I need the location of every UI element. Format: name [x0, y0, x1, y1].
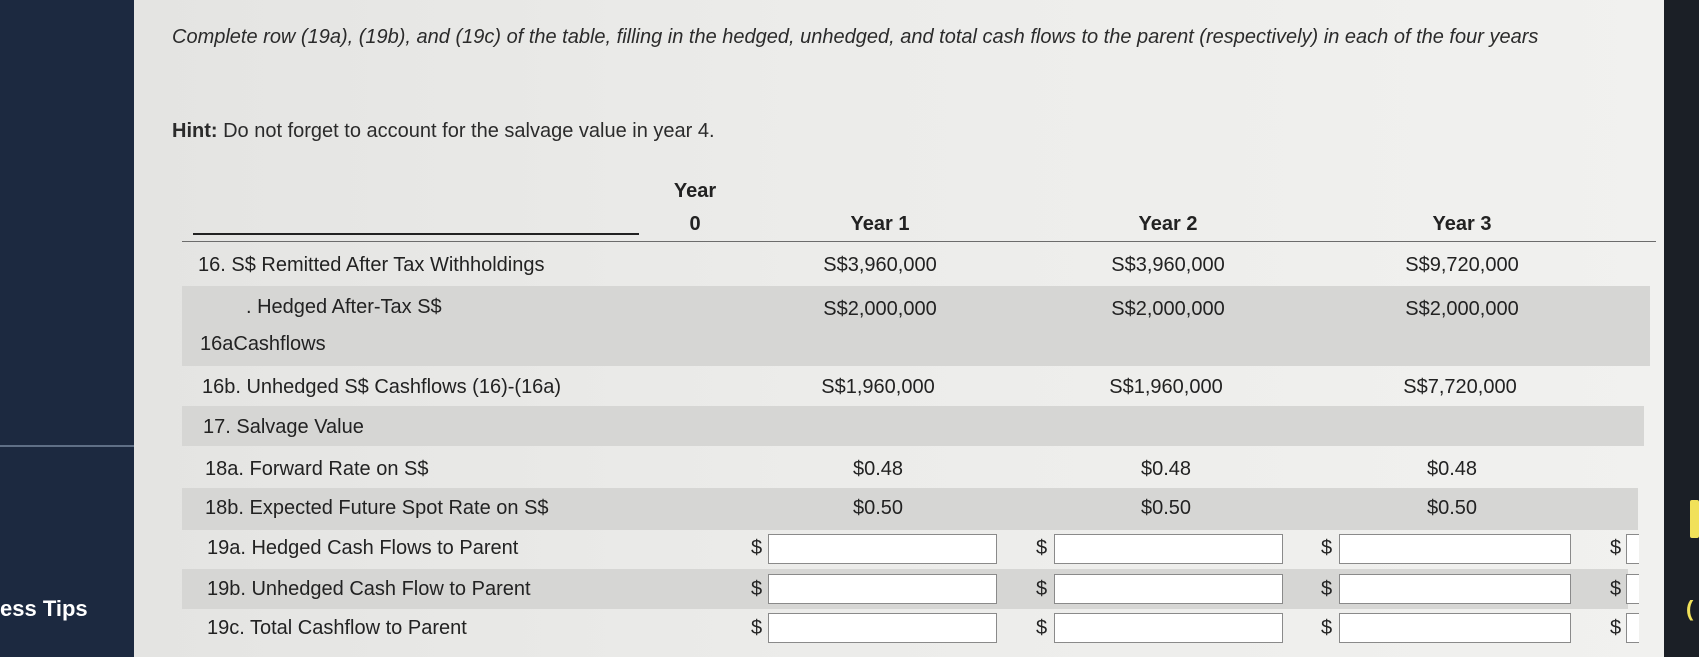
row-label-16a-line2: 16aCashflows [200, 333, 326, 355]
hint-label: Hint: [172, 120, 218, 142]
currency-19b-year0: $ [751, 578, 763, 600]
row-label-16b: 16b. Unhedged S$ Cashflows (16)-(16a) [202, 376, 562, 398]
currency-19b-year2: $ [1321, 578, 1333, 600]
currency-19a-year2: $ [1321, 537, 1333, 559]
cell-16a-year1: S$2,000,000 [823, 298, 937, 320]
cell-16b-year1: S$1,960,000 [821, 376, 935, 398]
header-year1: Year 1 [850, 213, 910, 235]
input-19a-year1[interactable] [1054, 534, 1283, 564]
right-edge-panel [1664, 0, 1699, 657]
row-label-18a: 18a. Forward Rate on S$ [205, 458, 429, 480]
scroll-indicator[interactable] [1690, 500, 1699, 538]
currency-19a-year1: $ [1036, 537, 1048, 559]
input-19c-year3[interactable] [1626, 613, 1639, 643]
row-label-19b: 19b. Unhedged Cash Flow to Parent [207, 578, 531, 600]
input-19b-year1[interactable] [1054, 574, 1283, 604]
cell-16-year3: S$9,720,000 [1405, 254, 1519, 276]
header-year3: Year 3 [1432, 213, 1492, 235]
sidebar-item-tips[interactable]: ess Tips [0, 596, 88, 621]
input-19a-year2[interactable] [1339, 534, 1571, 564]
currency-19c-year0: $ [751, 617, 763, 639]
row-label-16a-line1: . Hedged After-Tax S$ [246, 296, 442, 318]
cell-18b-year3: $0.50 [1426, 497, 1478, 519]
input-19c-year0[interactable] [768, 613, 997, 643]
cell-16-year2: S$3,960,000 [1111, 254, 1225, 276]
sidebar-divider [0, 445, 134, 447]
currency-19a-year3: $ [1610, 537, 1622, 559]
header-year0-line2: 0 [689, 213, 701, 235]
cell-16a-year2: S$2,000,000 [1111, 298, 1225, 320]
input-19b-year2[interactable] [1339, 574, 1571, 604]
header-year2: Year 2 [1138, 213, 1198, 235]
question-hint [172, 120, 715, 143]
currency-19c-year3: $ [1610, 617, 1622, 639]
sidebar [0, 0, 134, 657]
right-edge-text: ( [1686, 596, 1694, 621]
input-19c-year1[interactable] [1054, 613, 1283, 643]
currency-19b-year1: $ [1036, 578, 1048, 600]
currency-19c-year2: $ [1321, 617, 1333, 639]
row-label-18b: 18b. Expected Future Spot Rate on S$ [205, 497, 549, 519]
cell-16a-year3: S$2,000,000 [1405, 298, 1519, 320]
row-label-19a: 19a. Hedged Cash Flows to Parent [207, 537, 519, 559]
currency-19c-year1: $ [1036, 617, 1048, 639]
input-19a-year3[interactable] [1626, 534, 1639, 564]
input-19b-year3[interactable] [1626, 574, 1639, 604]
question-instruction: Complete row (19a), (19b), and (19c) of the table, filling in the hedged, unhedged, and total cash flows to the parent (respectively) in each of the four years [172, 26, 1539, 48]
cell-16b-year2: S$1,960,000 [1109, 376, 1223, 398]
row-band-17 [182, 406, 1644, 446]
input-19c-year2[interactable] [1339, 613, 1571, 643]
cell-18b-year1: $0.50 [852, 497, 904, 519]
table-top-border [182, 241, 1656, 242]
cell-18b-year2: $0.50 [1140, 497, 1192, 519]
input-19a-year0[interactable] [768, 534, 997, 564]
cell-18a-year3: $0.48 [1426, 458, 1478, 480]
cell-18a-year1: $0.48 [852, 458, 904, 480]
header-year0-line1: Year [673, 180, 717, 202]
currency-19b-year3: $ [1610, 578, 1622, 600]
row-label-19c: 19c. Total Cashflow to Parent [207, 617, 467, 639]
row-label-17: 17. Salvage Value [203, 416, 364, 438]
cell-16-year1: S$3,960,000 [823, 254, 937, 276]
header-underline [193, 233, 639, 235]
input-19b-year0[interactable] [768, 574, 997, 604]
row-label-16: 16. S$ Remitted After Tax Withholdings [198, 254, 545, 276]
currency-19a-year0: $ [751, 537, 763, 559]
cell-18a-year2: $0.48 [1140, 458, 1192, 480]
cell-16b-year3: S$7,720,000 [1403, 376, 1517, 398]
hint-text: Do not forget to account for the salvage value in year 4. [223, 120, 715, 142]
